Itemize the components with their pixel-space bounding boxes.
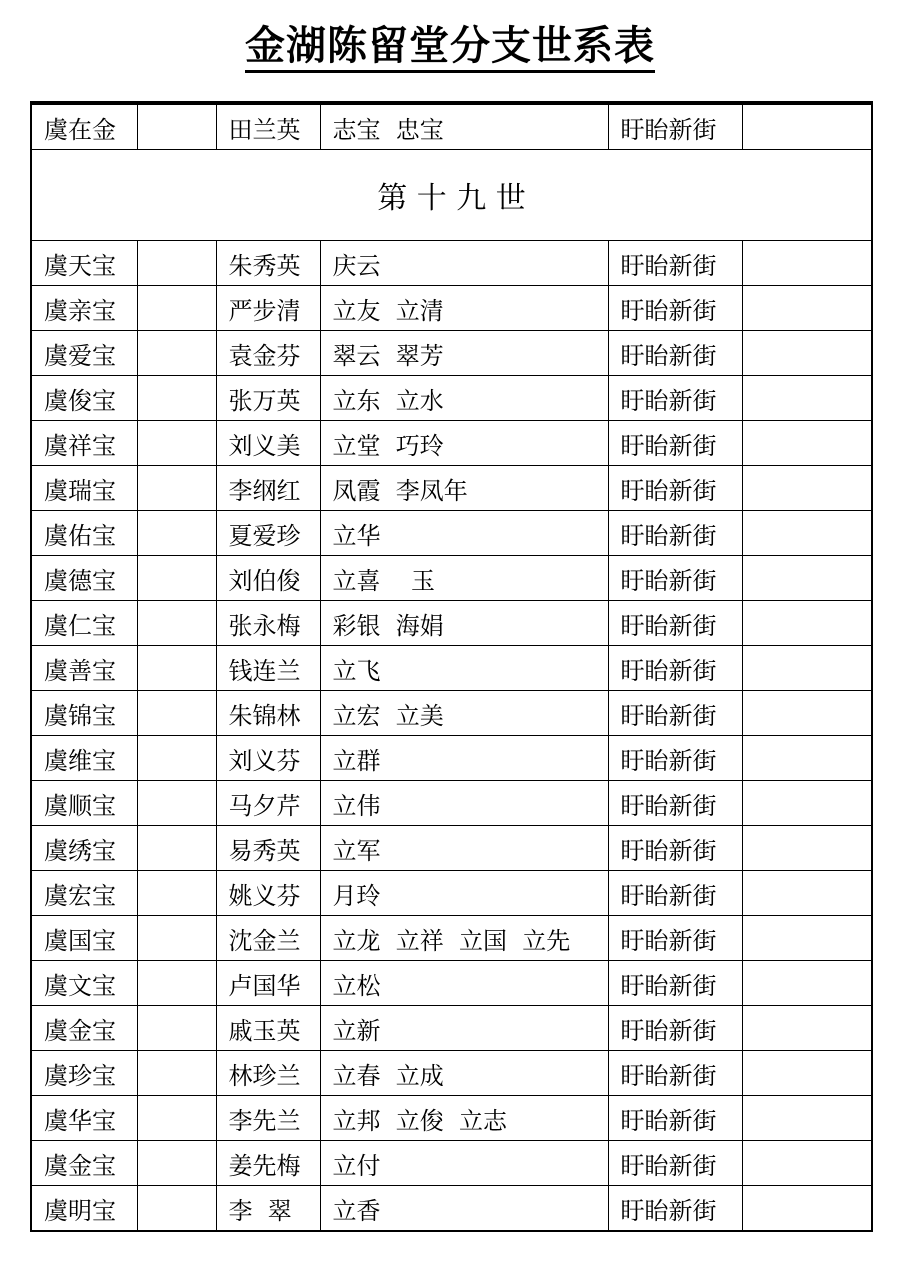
member-name: 虞德宝 [31,556,137,601]
table-row [31,781,872,826]
children-names: 立春 立成 [320,1051,608,1096]
table-row [31,916,872,961]
table-row [31,466,872,511]
empty-cell [742,1141,872,1186]
member-name: 虞宏宝 [31,871,137,916]
generation-label: 第 十 九 世 [31,150,872,241]
address: 盱眙新街 [608,961,742,1006]
address: 盱眙新街 [608,103,742,150]
table-row [31,1096,872,1141]
empty-cell [742,1051,872,1096]
empty-cell [742,601,872,646]
address: 盱眙新街 [608,646,742,691]
children-names: 立喜 玉 [320,556,608,601]
children-names: 立军 [320,826,608,871]
address: 盱眙新街 [608,601,742,646]
spouse-name: 马夕芹 [216,781,320,826]
children-names: 立友 立清 [320,286,608,331]
member-name: 虞在金 [31,103,137,150]
genealogy-table [30,101,873,1232]
member-name: 虞祥宝 [31,421,137,466]
table-row [31,826,872,871]
empty-cell [742,376,872,421]
empty-cell [137,916,216,961]
address: 盱眙新街 [608,241,742,286]
member-name: 虞金宝 [31,1141,137,1186]
spouse-name: 朱锦林 [216,691,320,736]
children-names: 立宏 立美 [320,691,608,736]
spouse-name: 刘义美 [216,421,320,466]
address: 盱眙新街 [608,871,742,916]
spouse-name: 戚玉英 [216,1006,320,1051]
address: 盱眙新街 [608,916,742,961]
spouse-name: 夏爱珍 [216,511,320,556]
address: 盱眙新街 [608,286,742,331]
empty-cell [137,286,216,331]
table-row [31,691,872,736]
empty-cell [137,601,216,646]
member-name: 虞佑宝 [31,511,137,556]
spouse-name: 姜先梅 [216,1141,320,1186]
empty-cell [137,1051,216,1096]
empty-cell [137,1186,216,1232]
empty-cell [742,871,872,916]
address: 盱眙新街 [608,376,742,421]
empty-cell [742,736,872,781]
table-row [31,286,872,331]
empty-cell [137,331,216,376]
empty-cell [742,466,872,511]
address: 盱眙新街 [608,466,742,511]
empty-cell [742,646,872,691]
spouse-name: 严步清 [216,286,320,331]
empty-cell [742,511,872,556]
table-row [31,556,872,601]
empty-cell [742,1096,872,1141]
empty-cell [137,646,216,691]
table-row [31,1141,872,1186]
empty-cell [137,376,216,421]
empty-cell [742,1006,872,1051]
children-names: 月玲 [320,871,608,916]
empty-cell [742,556,872,601]
empty-cell [137,241,216,286]
table-row [31,961,872,1006]
page-title: 金湖陈留堂分支世系表 [245,23,655,73]
spouse-name: 刘义芬 [216,736,320,781]
address: 盱眙新街 [608,511,742,556]
table-row [31,1186,872,1232]
member-name: 虞绣宝 [31,826,137,871]
spouse-name: 袁金芬 [216,331,320,376]
empty-cell [137,103,216,150]
empty-cell [137,421,216,466]
member-name: 虞明宝 [31,1186,137,1232]
children-names: 志宝 忠宝 [320,103,608,150]
table-row [31,1051,872,1096]
table-row [31,871,872,916]
children-names: 立付 [320,1141,608,1186]
spouse-name: 易秀英 [216,826,320,871]
empty-cell [742,241,872,286]
children-names: 立东 立水 [320,376,608,421]
member-name: 虞仁宝 [31,601,137,646]
empty-cell [137,1006,216,1051]
page-title-container [0,14,900,71]
empty-cell [742,103,872,150]
table-row [31,376,872,421]
spouse-name: 卢国华 [216,961,320,1006]
member-name: 虞金宝 [31,1006,137,1051]
member-name: 虞善宝 [31,646,137,691]
children-names: 翠云 翠芳 [320,331,608,376]
spouse-name: 姚义芬 [216,871,320,916]
empty-cell [137,691,216,736]
empty-cell [137,511,216,556]
children-names: 立群 [320,736,608,781]
spouse-name: 李先兰 [216,1096,320,1141]
generation-header-row [31,150,872,241]
member-name: 虞锦宝 [31,691,137,736]
spouse-name: 张万英 [216,376,320,421]
member-name: 虞顺宝 [31,781,137,826]
table-row [31,646,872,691]
address: 盱眙新街 [608,781,742,826]
address: 盱眙新街 [608,421,742,466]
spouse-name: 田兰英 [216,103,320,150]
children-names: 庆云 [320,241,608,286]
address: 盱眙新街 [608,1186,742,1232]
spouse-name: 张永梅 [216,601,320,646]
children-names: 彩银 海娟 [320,601,608,646]
address: 盱眙新街 [608,691,742,736]
children-names: 立新 [320,1006,608,1051]
empty-cell [742,781,872,826]
empty-cell [137,781,216,826]
children-names: 立邦 立俊 立志 [320,1096,608,1141]
address: 盱眙新街 [608,556,742,601]
member-name: 虞珍宝 [31,1051,137,1096]
empty-cell [742,331,872,376]
children-names: 立伟 [320,781,608,826]
children-names: 立龙 立祥 立国 立先 [320,916,608,961]
table-row [31,331,872,376]
table-row [31,601,872,646]
empty-cell [137,871,216,916]
address: 盱眙新街 [608,1096,742,1141]
table-row [31,241,872,286]
empty-cell [137,466,216,511]
member-name: 虞文宝 [31,961,137,1006]
address: 盱眙新街 [608,331,742,376]
address: 盱眙新街 [608,1141,742,1186]
spouse-name: 钱连兰 [216,646,320,691]
children-names: 立香 [320,1186,608,1232]
member-name: 虞华宝 [31,1096,137,1141]
table-row [31,421,872,466]
empty-cell [137,1096,216,1141]
children-names: 立堂 巧玲 [320,421,608,466]
children-names: 立松 [320,961,608,1006]
member-name: 虞维宝 [31,736,137,781]
empty-cell [137,556,216,601]
member-name: 虞瑞宝 [31,466,137,511]
member-name: 虞天宝 [31,241,137,286]
address: 盱眙新街 [608,736,742,781]
spouse-name: 李 翠 [216,1186,320,1232]
table-row [31,1006,872,1051]
spouse-name: 李纲红 [216,466,320,511]
address: 盱眙新街 [608,1006,742,1051]
empty-cell [742,691,872,736]
spouse-name: 刘伯俊 [216,556,320,601]
children-names: 立飞 [320,646,608,691]
table-row [31,511,872,556]
empty-cell [137,961,216,1006]
address: 盱眙新街 [608,826,742,871]
spouse-name: 林珍兰 [216,1051,320,1096]
table-row [31,103,872,150]
children-names: 凤霞 李凤年 [320,466,608,511]
children-names: 立华 [320,511,608,556]
member-name: 虞俊宝 [31,376,137,421]
member-name: 虞爱宝 [31,331,137,376]
empty-cell [742,421,872,466]
empty-cell [137,736,216,781]
empty-cell [742,961,872,1006]
empty-cell [742,826,872,871]
empty-cell [742,916,872,961]
empty-cell [137,1141,216,1186]
member-name: 虞国宝 [31,916,137,961]
empty-cell [137,826,216,871]
empty-cell [742,1186,872,1232]
empty-cell [742,286,872,331]
address: 盱眙新街 [608,1051,742,1096]
spouse-name: 朱秀英 [216,241,320,286]
spouse-name: 沈金兰 [216,916,320,961]
table-row [31,736,872,781]
member-name: 虞亲宝 [31,286,137,331]
